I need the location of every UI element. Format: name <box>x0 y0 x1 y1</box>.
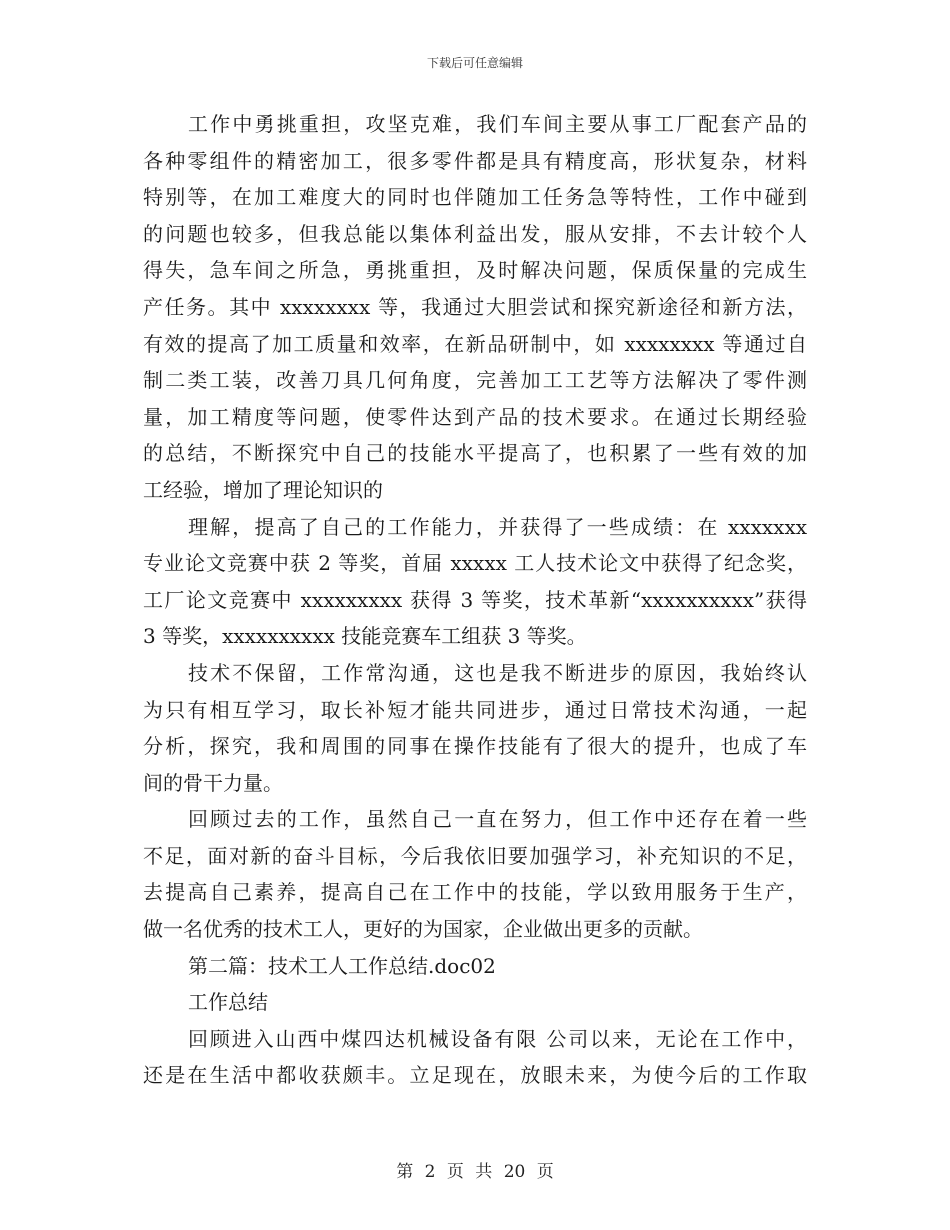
text-line: 回顾过去的工作，虽然自己一直在努力，但工作中还存在着一些 <box>188 807 807 832</box>
text-line: 间的骨干力量。 <box>143 770 283 795</box>
page-footer: 第 2 页 共 20 页 <box>396 1162 554 1182</box>
text-line: 专业论文竞赛中获 2 等奖，首届 xxxxx 工人技术论文中获得了纪念奖， <box>143 551 807 576</box>
text-line: 量，加工精度等问题，使零件达到产品的技术要求。在通过长期经验 <box>143 404 807 429</box>
text-line: 得失，急车间之所急，勇挑重担，及时解决问题，保质保量的完成生 <box>143 258 807 283</box>
text-line: 第二篇：技术工人工作总结.doc02 <box>188 953 496 978</box>
text-line: 为只有相互学习，取长补短才能共同进步，通过日常技术沟通，一起 <box>143 697 807 722</box>
text-line: 工厂论文竞赛中 xxxxxxxxx 获得 3 等奖，技术革新“xxxxxxxxxx”获得 <box>143 587 807 612</box>
text-line: 工作总结 <box>188 990 268 1015</box>
text-line: 特别等，在加工难度大的同时也伴随加工任务急等特性，工作中碰到 <box>143 185 807 210</box>
text-line: 工经验，增加了理论知识的 <box>143 477 383 502</box>
text-line: 不足，面对新的奋斗目标，今后我依旧要加强学习，补充知识的不足， <box>143 843 807 868</box>
text-line: 各种零组件的精密加工，很多零件都是具有精度高，形状复杂，材料 <box>143 148 807 173</box>
text-line: 理解，提高了自己的工作能力，并获得了一些成绩：在 xxxxxxx <box>188 514 807 539</box>
text-line: 做一名优秀的技术工人，更好的为国家，企业做出更多的贡献。 <box>143 917 703 942</box>
text-line: 产任务。其中 xxxxxxxx 等，我通过大胆尝试和探究新途径和新方法， <box>143 294 807 319</box>
text-line: 3 等奖，xxxxxxxxxx 技能竞赛车工组获 3 等奖。 <box>143 624 587 649</box>
text-line: 技术不保留，工作常沟通，这也是我不断进步的原因，我始终认 <box>188 660 807 685</box>
text-line: 回顾进入山西中煤四达机械设备有限 公司以来，无论在工作中， <box>188 1026 807 1051</box>
text-line: 的总结，不断探究中自己的技能水平提高了，也积累了一些有效的加 <box>143 441 807 466</box>
page-header: 下载后可任意编辑 <box>426 56 523 70</box>
text-line: 有效的提高了加工质量和效率，在新品研制中，如 xxxxxxxx 等通过自 <box>143 331 807 356</box>
text-line: 的问题也较多，但我总能以集体利益出发，服从安排，不去计较个人 <box>143 221 807 246</box>
document-body <box>143 106 807 1094</box>
text-line: 工作中勇挑重担，攻坚克难，我们车间主要从事工厂配套产品的 <box>188 112 807 136</box>
text-line: 还是在生活中都收获颇丰。立足现在，放眼未来，为使今后的工作取 <box>143 1063 807 1088</box>
text-line: 去提高自己素养，提高自己在工作中的技能，学以致用服务于生产， <box>143 880 807 905</box>
text-line: 分析，探究，我和周围的同事在操作技能有了很大的提升，也成了车 <box>143 734 807 759</box>
text-line: 制二类工装，改善刀具几何角度，完善加工工艺等方法解决了零件测 <box>143 368 807 393</box>
